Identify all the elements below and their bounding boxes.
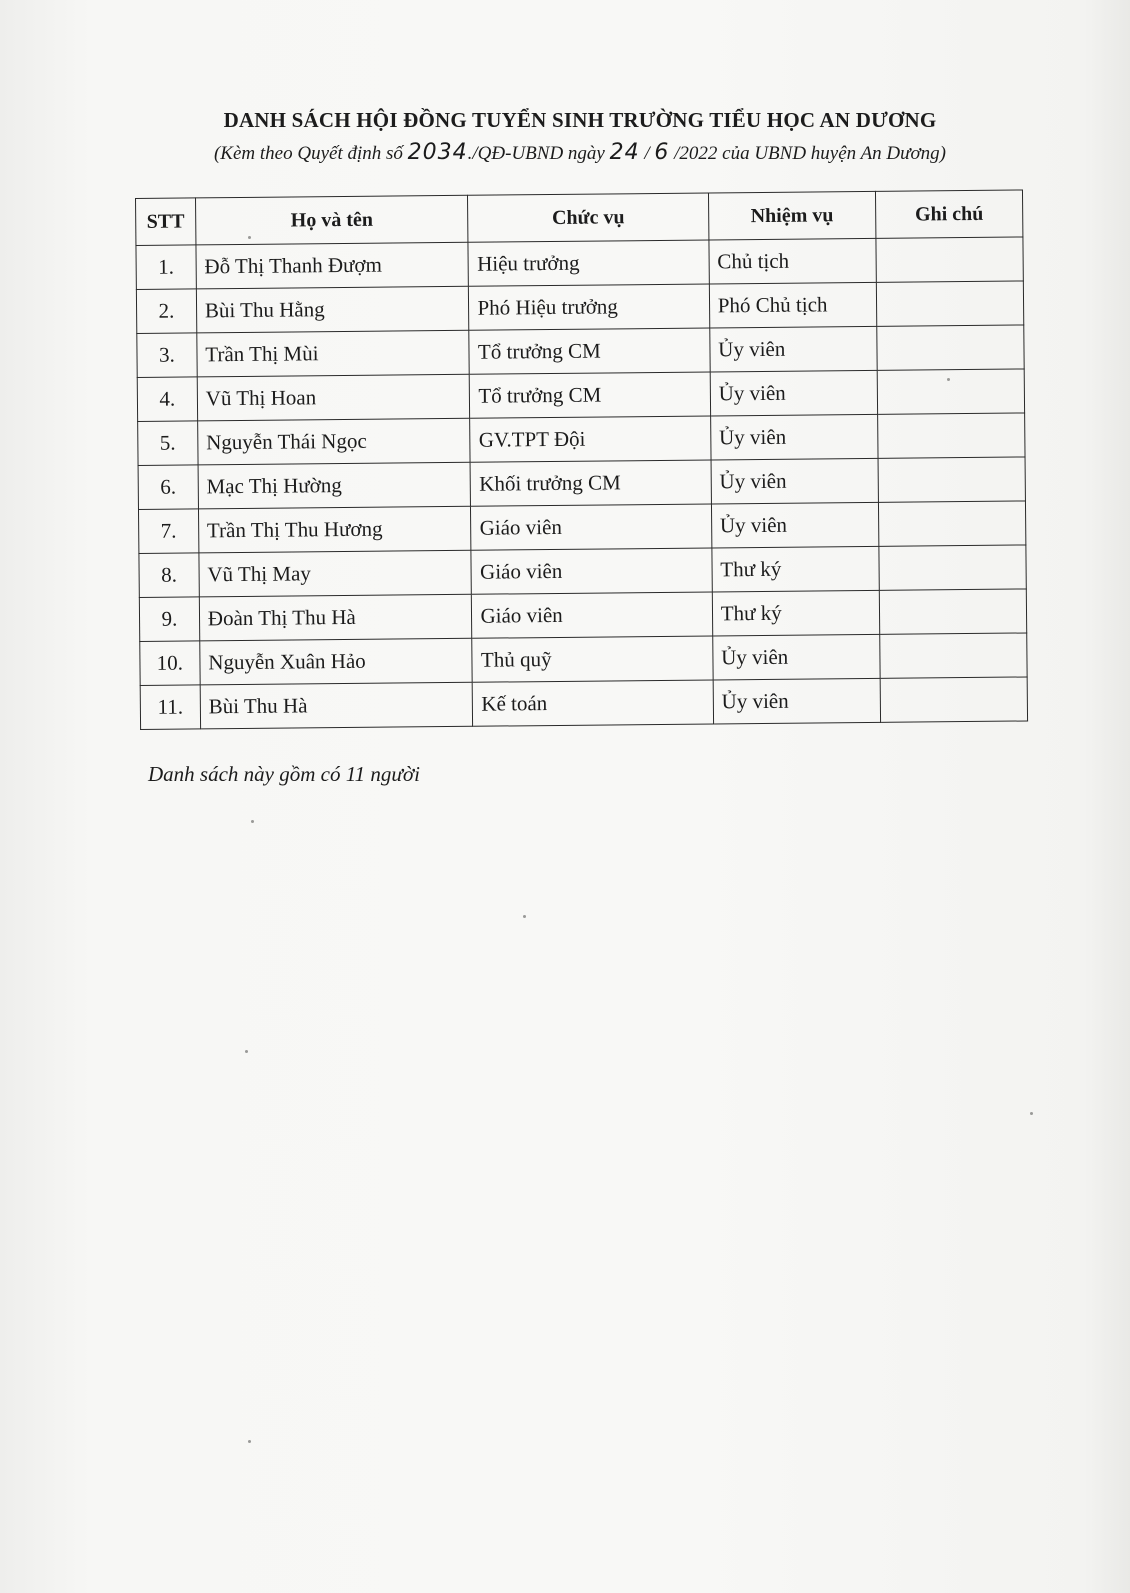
cell-duty: Thư ký <box>712 546 880 592</box>
document-subtitle <box>140 140 1020 165</box>
table-body <box>136 237 1028 729</box>
cell-duty: Phó Chủ tịch <box>709 282 877 328</box>
cell-duty: Ủy viên <box>710 414 878 460</box>
cell-position: Hiệu trưởng <box>468 240 709 286</box>
cell-stt: 4. <box>137 377 197 422</box>
council-table-wrapper <box>135 189 1028 729</box>
cell-name: Vũ Thị Hoan <box>197 374 470 421</box>
cell-stt: 8. <box>139 553 199 598</box>
cell-stt: 6. <box>138 465 198 510</box>
scan-speck <box>245 1050 248 1053</box>
cell-position: Tổ trưởng CM <box>470 372 711 418</box>
cell-stt: 11. <box>140 685 200 730</box>
cell-name: Nguyễn Xuân Hảo <box>200 638 473 685</box>
cell-note <box>878 457 1025 502</box>
cell-name: Đỗ Thị Thanh Đượm <box>196 242 469 289</box>
cell-duty: Thư ký <box>712 590 880 636</box>
scan-speck <box>947 378 950 381</box>
cell-stt: 7. <box>138 509 198 554</box>
document-footer: Danh sách này gồm có 11 người <box>148 762 420 786</box>
cell-note <box>880 633 1027 678</box>
scan-speck <box>1030 1112 1033 1115</box>
cell-name: Nguyễn Thái Ngọc <box>197 418 470 465</box>
cell-note <box>878 413 1025 458</box>
cell-duty: Ủy viên <box>713 678 881 724</box>
header-name: Họ và tên <box>195 195 468 245</box>
cell-position: Kế toán <box>473 680 714 726</box>
cell-position: Giáo viên <box>471 548 712 594</box>
cell-duty: Ủy viên <box>711 458 879 504</box>
subtitle-prefix: (Kèm theo Quyết định số <box>213 143 408 164</box>
cell-name: Đoàn Thị Thu Hà <box>199 594 472 641</box>
cell-stt: 1. <box>136 245 196 290</box>
cell-note <box>880 677 1027 722</box>
date-separator: / <box>639 143 655 164</box>
cell-position: GV.TPT Đội <box>470 416 711 462</box>
cell-name: Mạc Thị Hường <box>198 462 471 509</box>
cell-duty: Ủy viên <box>711 502 879 548</box>
cell-name: Vũ Thị May <box>199 550 472 597</box>
scan-speck <box>248 236 251 239</box>
table-header-row <box>136 190 1023 246</box>
cell-stt: 3. <box>137 333 197 378</box>
cell-note <box>876 237 1023 282</box>
council-table <box>135 189 1028 729</box>
cell-position: Khối trưởng CM <box>471 460 712 506</box>
cell-duty: Ủy viên <box>710 370 878 416</box>
scan-speck <box>251 820 254 823</box>
cell-position: Giáo viên <box>472 592 713 638</box>
header-stt: STT <box>136 198 196 246</box>
document-title: DANH SÁCH HỘI ĐỒNG TUYỂN SINH TRƯỜNG TIỂU HỌC AN DƯƠNG <box>223 108 937 132</box>
month-handwritten: 6 <box>654 140 670 165</box>
cell-note <box>876 281 1023 326</box>
cell-stt: 2. <box>136 289 196 334</box>
cell-position: Phó Hiệu trưởng <box>469 284 710 330</box>
cell-stt: 9. <box>139 597 199 642</box>
cell-duty: Ủy viên <box>710 326 878 372</box>
cell-name: Bùi Thu Hằng <box>196 286 469 333</box>
cell-note <box>879 545 1026 590</box>
subtitle-suffix: /2022 của UBND huyện An Dương) <box>669 143 946 164</box>
decision-number-handwritten: 2034 <box>407 140 468 165</box>
cell-position: Thủ quỹ <box>472 636 713 682</box>
cell-note <box>877 325 1024 370</box>
cell-stt: 10. <box>140 641 200 686</box>
day-handwritten: 24 <box>609 140 640 165</box>
cell-duty: Ủy viên <box>712 634 880 680</box>
cell-note <box>879 589 1026 634</box>
header-position: Chức vụ <box>468 193 709 242</box>
cell-note <box>877 369 1024 414</box>
scan-speck <box>248 1440 251 1443</box>
cell-name: Trần Thị Thu Hương <box>198 506 471 553</box>
subtitle-mid: ./QĐ-UBND ngày <box>467 143 610 164</box>
cell-duty: Chủ tịch <box>709 238 877 284</box>
cell-position: Giáo viên <box>471 504 712 550</box>
table-row <box>140 677 1027 730</box>
cell-stt: 5. <box>138 421 198 466</box>
scan-speck <box>523 915 526 918</box>
cell-note <box>878 501 1025 546</box>
cell-position: Tổ trưởng CM <box>469 328 710 374</box>
cell-name: Trần Thị Mùi <box>197 330 470 377</box>
header-note: Ghi chú <box>875 190 1022 238</box>
header-duty: Nhiệm vụ <box>708 191 876 240</box>
cell-name: Bùi Thu Hà <box>200 682 473 729</box>
